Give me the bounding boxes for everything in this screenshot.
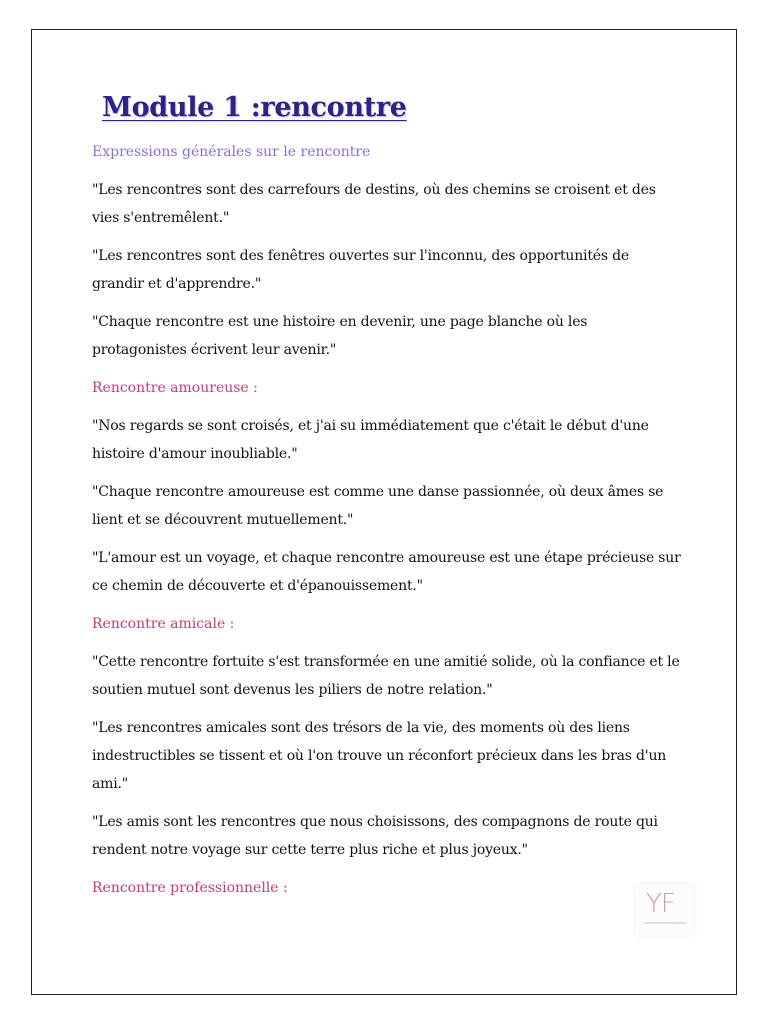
page-title: Module 1 :rencontre <box>102 92 407 123</box>
logo-letters: YF <box>646 889 675 919</box>
section-heading-professional: Rencontre professionnelle : <box>92 880 288 896</box>
quote-friendship-1: "Cette rencontre fortuite s'est transformée en une amitié solide, où la confiance et le soutien mutuel sont devenus les piliers de notre relation." <box>92 654 680 698</box>
section-heading-general: Expressions générales sur le rencontre <box>92 144 371 160</box>
document-page <box>31 29 737 995</box>
quote-love-3: "L'amour est un voyage, et chaque rencontre amoureuse est une étape précieuse sur ce chemin de découverte et d'épanouissement." <box>92 550 681 594</box>
quote-love-1: "Nos regards se sont croisés, et j'ai su immédiatement que c'était le début d'une histoire d'amour inoubliable." <box>92 418 649 462</box>
logo <box>636 884 694 936</box>
quote-friendship-2: "Les rencontres amicales sont des trésors de la vie, des moments où des liens indestructibles se tissent et où l'on trouve un réconfort précieux dans les bras d'un ami." <box>92 720 667 792</box>
document-content <box>92 90 682 898</box>
quote-general-2: "Les rencontres sont des fenêtres ouvertes sur l'inconnu, des opportunités de grandir et d'apprendre." <box>92 248 629 292</box>
logo-underline <box>644 922 686 924</box>
section-heading-love: Rencontre amoureuse : <box>92 380 258 396</box>
quote-general-1: "Les rencontres sont des carrefours de destins, où des chemins se croisent et des vies s'entremêlent." <box>92 182 656 226</box>
quote-general-3: "Chaque rencontre est une histoire en devenir, une page blanche où les protagonistes écrivent leur avenir." <box>92 314 588 358</box>
quote-friendship-3: "Les amis sont les rencontres que nous choisissons, des compagnons de route qui rendent notre voyage sur cette terre plus riche et plus joyeux." <box>92 814 658 858</box>
quote-love-2: "Chaque rencontre amoureuse est comme une danse passionnée, où deux âmes se lient et se découvrent mutuellement." <box>92 484 664 528</box>
section-heading-friendship: Rencontre amicale : <box>92 616 235 632</box>
